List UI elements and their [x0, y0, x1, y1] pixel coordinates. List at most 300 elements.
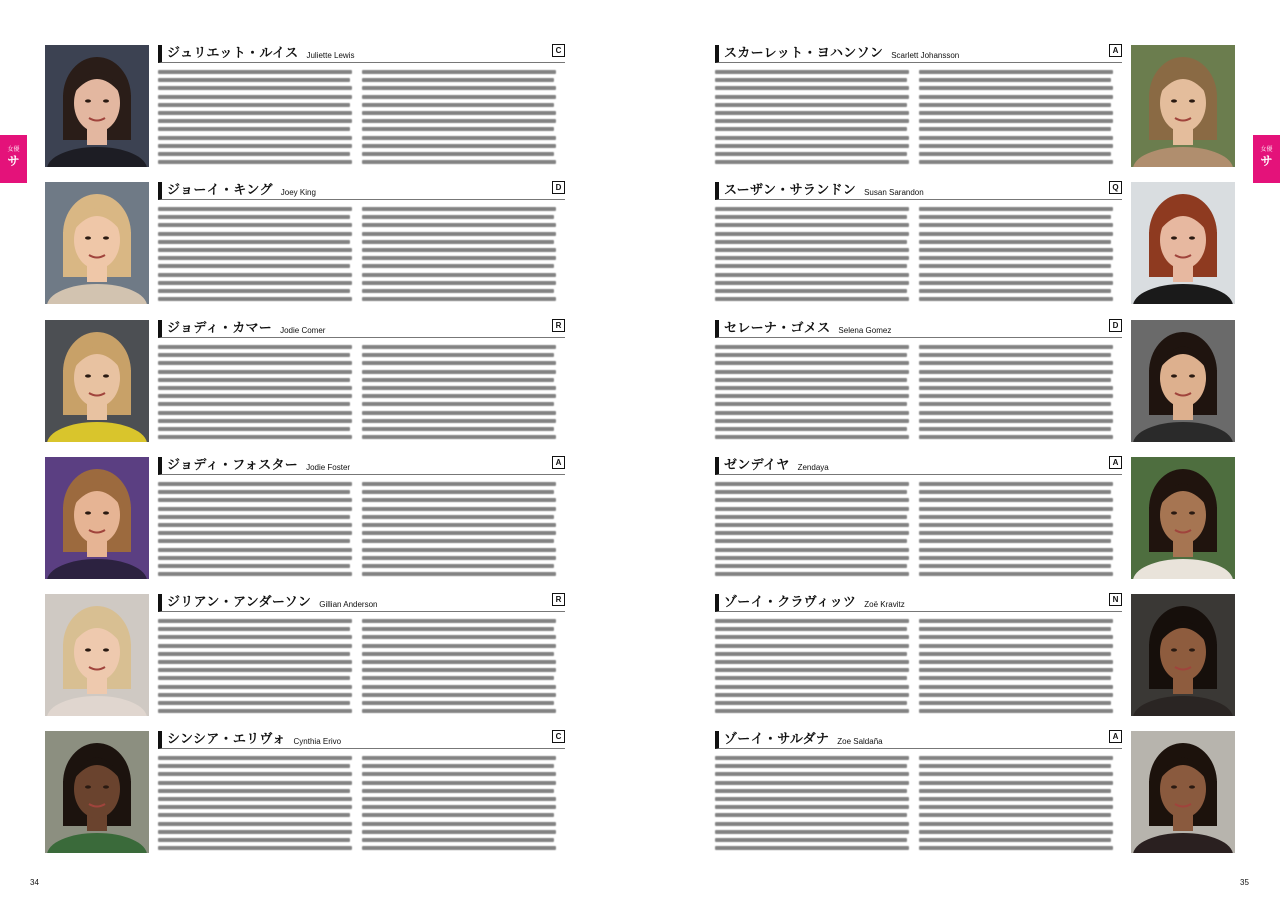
text-line — [158, 86, 352, 90]
text-line — [919, 386, 1113, 390]
text-line — [158, 223, 352, 227]
text-line — [715, 70, 909, 74]
text-line — [715, 353, 907, 357]
text-line — [715, 232, 909, 236]
text-line — [715, 297, 909, 301]
grade-badge: D — [552, 181, 565, 194]
text-line — [715, 685, 909, 689]
text-line — [715, 482, 909, 486]
text-line — [919, 103, 1111, 107]
text-line — [362, 572, 556, 576]
profile-entry — [715, 594, 1235, 716]
text-line — [715, 764, 907, 768]
name-english: Zoë Kravitz — [864, 600, 905, 609]
text-line — [158, 619, 352, 623]
text-line — [715, 660, 909, 664]
text-line — [715, 160, 909, 164]
text-line — [715, 515, 907, 519]
text-line — [919, 215, 1111, 219]
text-line — [919, 427, 1111, 431]
text-line — [715, 240, 907, 244]
entry-header — [158, 45, 565, 63]
text-line — [715, 644, 909, 648]
text-line — [919, 756, 1113, 760]
portrait-photo — [1131, 320, 1235, 442]
text-line — [919, 635, 1113, 639]
entry-header — [715, 320, 1122, 338]
body-text-column — [715, 619, 909, 717]
text-line — [919, 402, 1111, 406]
text-line — [715, 789, 907, 793]
text-line — [715, 830, 909, 834]
name-japanese: ジリアン・アンダーソン — [167, 595, 312, 610]
entry-header — [158, 182, 565, 200]
portrait-photo — [45, 594, 149, 716]
text-line — [715, 797, 909, 801]
text-line — [919, 644, 1113, 648]
body-text-column — [158, 70, 352, 168]
text-line — [919, 805, 1113, 809]
text-line — [715, 635, 909, 639]
text-line — [362, 556, 556, 560]
text-line — [919, 490, 1111, 494]
text-line — [919, 119, 1113, 123]
text-line — [919, 111, 1113, 115]
section-tab-category: 女優 — [7, 146, 20, 153]
text-line — [158, 685, 352, 689]
body-text-column — [919, 619, 1113, 717]
text-line — [715, 281, 909, 285]
text-line — [362, 281, 556, 285]
text-line — [158, 789, 350, 793]
text-line — [362, 136, 556, 140]
text-line — [919, 248, 1113, 252]
name-english: Susan Sarandon — [864, 188, 924, 197]
text-line — [158, 78, 350, 82]
entry-header — [715, 457, 1122, 475]
text-line — [919, 78, 1111, 82]
text-line — [919, 846, 1113, 850]
body-text-column — [715, 207, 909, 305]
text-line — [158, 289, 350, 293]
text-line — [362, 539, 554, 543]
text-line — [362, 627, 554, 631]
text-line — [158, 660, 352, 664]
text-line — [362, 289, 554, 293]
text-line — [362, 797, 556, 801]
text-line — [919, 419, 1113, 423]
text-line — [919, 685, 1113, 689]
profile-entry — [715, 182, 1235, 304]
text-line — [158, 813, 350, 817]
name-japanese: ゼンデイヤ — [724, 458, 790, 473]
text-line — [362, 345, 556, 349]
entry-body-text — [158, 619, 556, 717]
text-line — [919, 507, 1113, 511]
entry-header — [715, 731, 1122, 749]
text-line — [715, 394, 909, 398]
text-line — [158, 256, 352, 260]
body-text-column — [362, 619, 556, 717]
entry-body-text — [158, 482, 556, 580]
text-line — [362, 70, 556, 74]
text-line — [362, 805, 556, 809]
name-japanese: ジュリエット・ルイス — [167, 46, 299, 61]
text-line — [919, 781, 1113, 785]
profile-entry — [45, 594, 565, 716]
text-line — [158, 411, 352, 415]
text-line — [715, 539, 907, 543]
text-line — [362, 386, 556, 390]
text-line — [158, 103, 350, 107]
body-text-column — [919, 482, 1113, 580]
body-text-column — [362, 207, 556, 305]
text-line — [362, 419, 556, 423]
text-line — [158, 523, 352, 527]
text-line — [362, 515, 554, 519]
text-line — [158, 531, 352, 535]
text-line — [158, 822, 352, 826]
body-text-column — [715, 482, 909, 580]
text-line — [715, 668, 909, 672]
name-japanese: ジョディ・フォスター — [167, 458, 299, 473]
entry-body-text — [715, 619, 1113, 717]
text-line — [158, 556, 352, 560]
grade-badge: A — [1109, 44, 1122, 57]
text-line — [919, 789, 1111, 793]
name-japanese: ジョディ・カマー — [167, 321, 273, 336]
entry-body-text — [715, 70, 1113, 168]
text-line — [362, 701, 554, 705]
text-line — [158, 435, 352, 439]
text-line — [158, 846, 352, 850]
portrait-photo — [1131, 182, 1235, 304]
text-line — [715, 548, 909, 552]
entry-body-text — [715, 207, 1113, 305]
profile-entry — [45, 45, 565, 167]
entry-header — [158, 320, 565, 338]
body-text-column — [158, 482, 352, 580]
text-line — [919, 652, 1111, 656]
text-line — [158, 264, 350, 268]
portrait-photo — [1131, 45, 1235, 167]
text-line — [715, 411, 909, 415]
text-line — [715, 119, 909, 123]
text-line — [158, 152, 350, 156]
text-line — [919, 353, 1111, 357]
text-line — [362, 789, 554, 793]
text-line — [715, 427, 907, 431]
text-line — [715, 507, 909, 511]
text-line — [919, 136, 1113, 140]
text-line — [715, 772, 909, 776]
text-line — [158, 119, 352, 123]
text-line — [158, 539, 350, 543]
text-line — [158, 419, 352, 423]
text-line — [158, 95, 352, 99]
text-line — [919, 435, 1113, 439]
text-line — [362, 644, 556, 648]
text-line — [362, 685, 556, 689]
text-line — [158, 70, 352, 74]
text-line — [362, 111, 556, 115]
text-line — [158, 273, 352, 277]
text-line — [362, 394, 556, 398]
text-line — [362, 709, 556, 713]
entry-body-text — [158, 70, 556, 168]
entry-header — [158, 731, 565, 749]
name-english: Scarlett Johansson — [891, 51, 960, 60]
text-line — [919, 70, 1113, 74]
portrait-photo — [45, 45, 149, 167]
text-line — [715, 846, 909, 850]
text-line — [715, 152, 907, 156]
name-english: Juliette Lewis — [306, 51, 355, 60]
text-line — [362, 361, 556, 365]
text-line — [715, 756, 909, 760]
text-line — [715, 95, 909, 99]
profile-entry — [45, 457, 565, 579]
text-line — [158, 498, 352, 502]
text-line — [919, 764, 1111, 768]
text-line — [919, 144, 1113, 148]
text-line — [362, 256, 556, 260]
text-line — [919, 660, 1113, 664]
section-tab-category: 女優 — [1260, 146, 1273, 153]
text-line — [362, 248, 556, 252]
name-japanese: ゾーイ・サルダナ — [724, 732, 830, 747]
text-line — [919, 668, 1113, 672]
text-line — [715, 207, 909, 211]
text-line — [715, 701, 907, 705]
body-text-column — [715, 756, 909, 854]
text-line — [158, 353, 350, 357]
text-line — [362, 152, 554, 156]
text-line — [919, 264, 1111, 268]
portrait-photo — [1131, 457, 1235, 579]
name-japanese: セレーナ・ゴメス — [724, 321, 831, 336]
portrait-photo — [45, 320, 149, 442]
name-japanese: ジョーイ・キング — [167, 183, 273, 198]
text-line — [362, 264, 554, 268]
text-line — [362, 435, 556, 439]
portrait-photo — [1131, 594, 1235, 716]
text-line — [715, 136, 909, 140]
text-line — [362, 232, 556, 236]
grade-badge: R — [552, 593, 565, 606]
text-line — [715, 111, 909, 115]
text-line — [919, 273, 1113, 277]
text-line — [158, 378, 350, 382]
text-line — [158, 207, 352, 211]
body-text-column — [715, 70, 909, 168]
profile-entry — [45, 182, 565, 304]
text-line — [919, 701, 1111, 705]
text-line — [919, 411, 1113, 415]
text-line — [919, 830, 1113, 834]
text-line — [362, 781, 556, 785]
text-line — [715, 264, 907, 268]
text-line — [158, 127, 350, 131]
grade-badge: C — [552, 44, 565, 57]
body-text-column — [919, 207, 1113, 305]
profile-entry — [715, 731, 1235, 853]
text-line — [919, 394, 1113, 398]
text-line — [362, 207, 556, 211]
text-line — [715, 709, 909, 713]
text-line — [362, 619, 556, 623]
text-line — [919, 498, 1113, 502]
text-line — [919, 539, 1111, 543]
text-line — [919, 772, 1113, 776]
name-english: Gillian Anderson — [319, 600, 378, 609]
grade-badge: D — [1109, 319, 1122, 332]
text-line — [158, 111, 352, 115]
text-line — [158, 756, 352, 760]
name-japanese: スーザン・サランドン — [724, 183, 857, 198]
text-line — [362, 273, 556, 277]
text-line — [158, 548, 352, 552]
grade-badge: A — [1109, 456, 1122, 469]
entry-body-text — [715, 345, 1113, 443]
name-english: Selena Gomez — [838, 326, 892, 335]
text-line — [362, 523, 556, 527]
text-line — [919, 709, 1113, 713]
text-line — [919, 256, 1113, 260]
text-line — [919, 572, 1113, 576]
body-text-column — [919, 70, 1113, 168]
profile-entry — [715, 457, 1235, 579]
text-line — [715, 215, 907, 219]
text-line — [362, 507, 556, 511]
text-line — [158, 215, 350, 219]
body-text-column — [919, 756, 1113, 854]
text-line — [362, 668, 556, 672]
name-english: Cynthia Erivo — [293, 737, 342, 746]
text-line — [158, 482, 352, 486]
text-line — [919, 281, 1113, 285]
text-line — [919, 813, 1111, 817]
text-line — [362, 490, 554, 494]
text-line — [158, 232, 352, 236]
section-tab-letter: サ — [7, 154, 20, 168]
section-tab-left — [0, 135, 27, 183]
text-line — [919, 676, 1111, 680]
text-line — [158, 627, 350, 631]
text-line — [158, 402, 350, 406]
text-line — [715, 402, 907, 406]
text-line — [158, 652, 350, 656]
entry-body-text — [715, 482, 1113, 580]
entry-body-text — [158, 345, 556, 443]
profile-entry — [715, 320, 1235, 442]
name-japanese: ゾーイ・クラヴィッツ — [724, 595, 857, 610]
grade-badge: Q — [1109, 181, 1122, 194]
text-line — [362, 830, 556, 834]
text-line — [362, 223, 556, 227]
text-line — [715, 838, 907, 842]
text-line — [919, 207, 1113, 211]
text-line — [919, 627, 1111, 631]
text-line — [919, 515, 1111, 519]
text-line — [715, 223, 909, 227]
name-english: Jodie Foster — [306, 463, 351, 472]
text-line — [362, 103, 554, 107]
text-line — [362, 160, 556, 164]
text-line — [158, 144, 352, 148]
text-line — [362, 119, 556, 123]
grade-badge: N — [1109, 593, 1122, 606]
body-text-column — [715, 345, 909, 443]
portrait-photo — [45, 182, 149, 304]
text-line — [158, 805, 352, 809]
text-line — [715, 435, 909, 439]
text-line — [362, 427, 554, 431]
text-line — [362, 660, 556, 664]
text-line — [919, 345, 1113, 349]
page-number-right: 35 — [1240, 878, 1249, 887]
text-line — [362, 297, 556, 301]
text-line — [158, 709, 352, 713]
text-line — [158, 281, 352, 285]
text-line — [715, 523, 909, 527]
text-line — [158, 297, 352, 301]
text-line — [919, 822, 1113, 826]
text-line — [715, 781, 909, 785]
body-text-column — [158, 207, 352, 305]
text-line — [919, 523, 1113, 527]
name-japanese: スカーレット・ヨハンソン — [724, 46, 884, 61]
profile-entry — [45, 320, 565, 442]
text-line — [362, 215, 554, 219]
text-line — [919, 531, 1113, 535]
name-english: Zendaya — [797, 463, 829, 472]
text-line — [919, 361, 1113, 365]
entry-header — [715, 594, 1122, 612]
text-line — [158, 772, 352, 776]
text-line — [715, 652, 907, 656]
text-line — [715, 556, 909, 560]
text-line — [158, 701, 350, 705]
grade-badge: C — [552, 730, 565, 743]
text-line — [158, 394, 352, 398]
text-line — [919, 160, 1113, 164]
entry-header — [715, 45, 1122, 63]
text-line — [362, 564, 554, 568]
text-line — [919, 564, 1111, 568]
text-line — [715, 78, 907, 82]
text-line — [715, 498, 909, 502]
text-line — [715, 86, 909, 90]
text-line — [715, 822, 909, 826]
text-line — [158, 635, 352, 639]
section-tab-right — [1253, 135, 1280, 183]
text-line — [362, 498, 556, 502]
text-line — [362, 693, 556, 697]
text-line — [158, 764, 350, 768]
page-number-left: 34 — [30, 878, 39, 887]
text-line — [362, 127, 554, 131]
text-line — [362, 78, 554, 82]
text-line — [362, 652, 554, 656]
text-line — [158, 248, 352, 252]
text-line — [158, 361, 352, 365]
text-line — [715, 419, 909, 423]
profile-entry — [45, 731, 565, 853]
text-line — [158, 781, 352, 785]
entry-body-text — [158, 207, 556, 305]
text-line — [362, 548, 556, 552]
